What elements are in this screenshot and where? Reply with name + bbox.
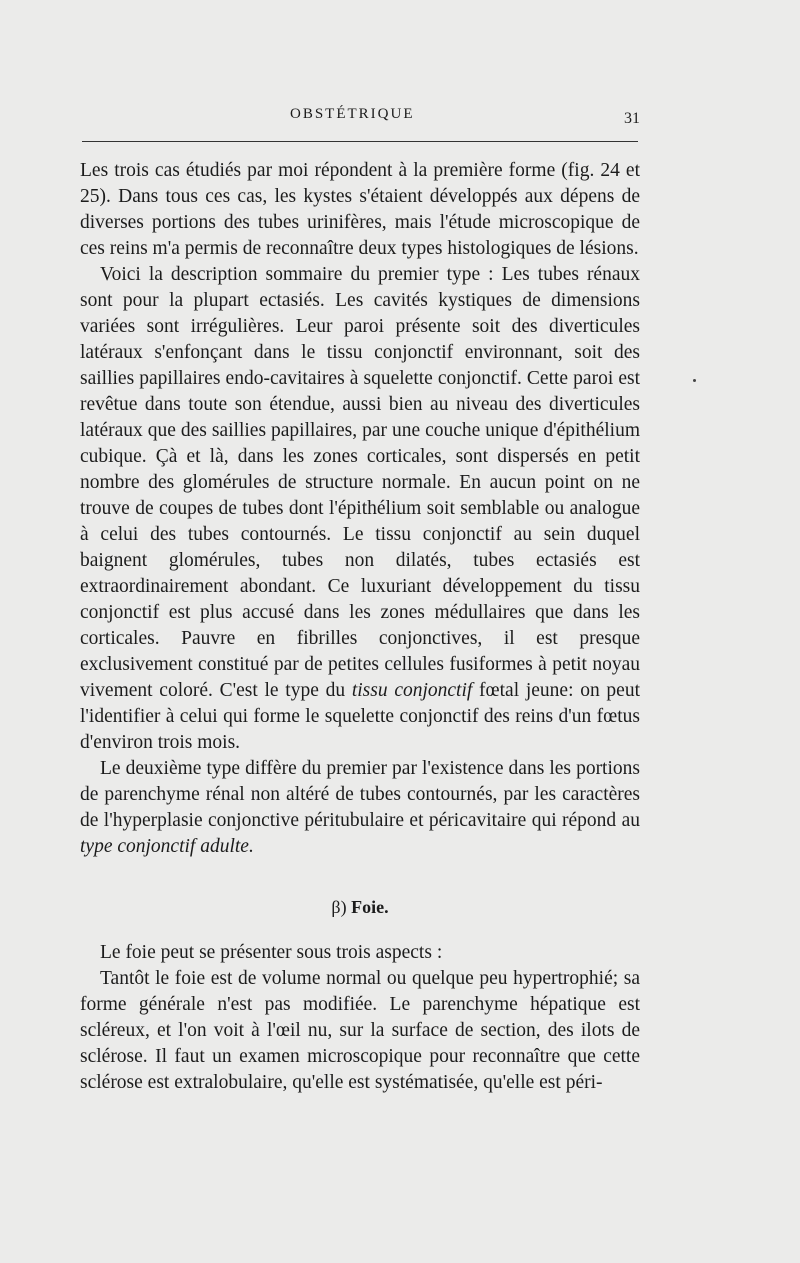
- page-header: [80, 104, 640, 134]
- paragraph-1: Les trois cas étudiés par moi répondent à la première forme (fig. 24 et 25). Dans tous ces cas, les kystes s'étaient développés aux dépens de diverses portions des tubes urinifères, mais l'étude microscopique de ces reins m'a permis de reconnaître deux types histologiques de lésions.: [80, 160, 640, 259]
- paragraph-3: [80, 756, 640, 860]
- running-head: OBSTÉTRIQUE: [290, 106, 415, 122]
- header-rule: [82, 141, 638, 142]
- stray-mark: [693, 379, 696, 382]
- paragraph-2-text-after: fœtal jeune: on peut l'identifier à celui qui forme le squelette conjonctif des reins d'un fœtus d'environ trois mois.: [80, 680, 641, 753]
- section-marker: β): [331, 897, 347, 917]
- section-title: Foie.: [351, 897, 389, 917]
- paragraph-5: Tantôt le foie est de volume normal ou quelque peu hypertrophié; sa forme générale n'est pas modifiée. Le parenchyme hépatique est scléreux, et l'on voit à l'œil nu, sur la surface de section, des ilots de sclérose. Il faut un examen microscopique pour reconnaître que cette sclérose est extralobulaire, qu'elle est systématisée, qu'elle est péri-: [80, 968, 640, 1093]
- paragraph-3-italic: type conjonctif adulte.: [80, 836, 254, 857]
- section-heading: [80, 894, 640, 920]
- paragraph-3-text: Le deuxième type diffère du premier par l'existence dans les portions de parenchyme rénal non altéré de tubes contournés, par les caractères de l'hyperplasie conjonctive péritubulaire et péricavitaire qui répond au: [80, 758, 640, 831]
- paragraph-4: Le foie peut se présenter sous trois aspects :: [100, 942, 443, 963]
- body-text: [80, 158, 640, 1096]
- paragraph-2-text: Voici la description sommaire du premier type : Les tubes rénaux sont pour la plupart ectasiés. Les cavités kystiques de dimensions variées sont irrégulières. Leur paroi présente soit des diverticules latéraux s'enfonçant dans le tissu conjonctif environnant, soit des saillies papillaires endo-cavitaires à squelette conjonctif. Cette paroi est revêtue dans toute son étendue, aussi bien au niveau des diverticules latéraux que des saillies papillaires, par une couche unique d'épithélium cubique. Çà et là, dans les zones corticales, sont dispersés en petit nombre des glomérules de structure normale. En aucun point on ne trouve de coupes de tubes dont l'épithélium soit semblable ou analogue à celui des tubes contournés. Le tissu conjonctif au sein duquel baignent glomérules, tubes non dilatés, tubes ectasiés est extraordinairement abondant. Ce luxuriant développement du tissu conjonctif est plus accusé dans les zones médullaires que dans les corticales. Pauvre en fibrilles conjonctives, il est presque exclusivement constitué par de petites cellules fusiformes à petit noyau vivement coloré. C'est le type du: [80, 264, 640, 701]
- page-number: 31: [624, 110, 640, 127]
- paragraph-2-italic: tissu conjonctif: [351, 680, 473, 701]
- paragraph-2: [80, 262, 640, 756]
